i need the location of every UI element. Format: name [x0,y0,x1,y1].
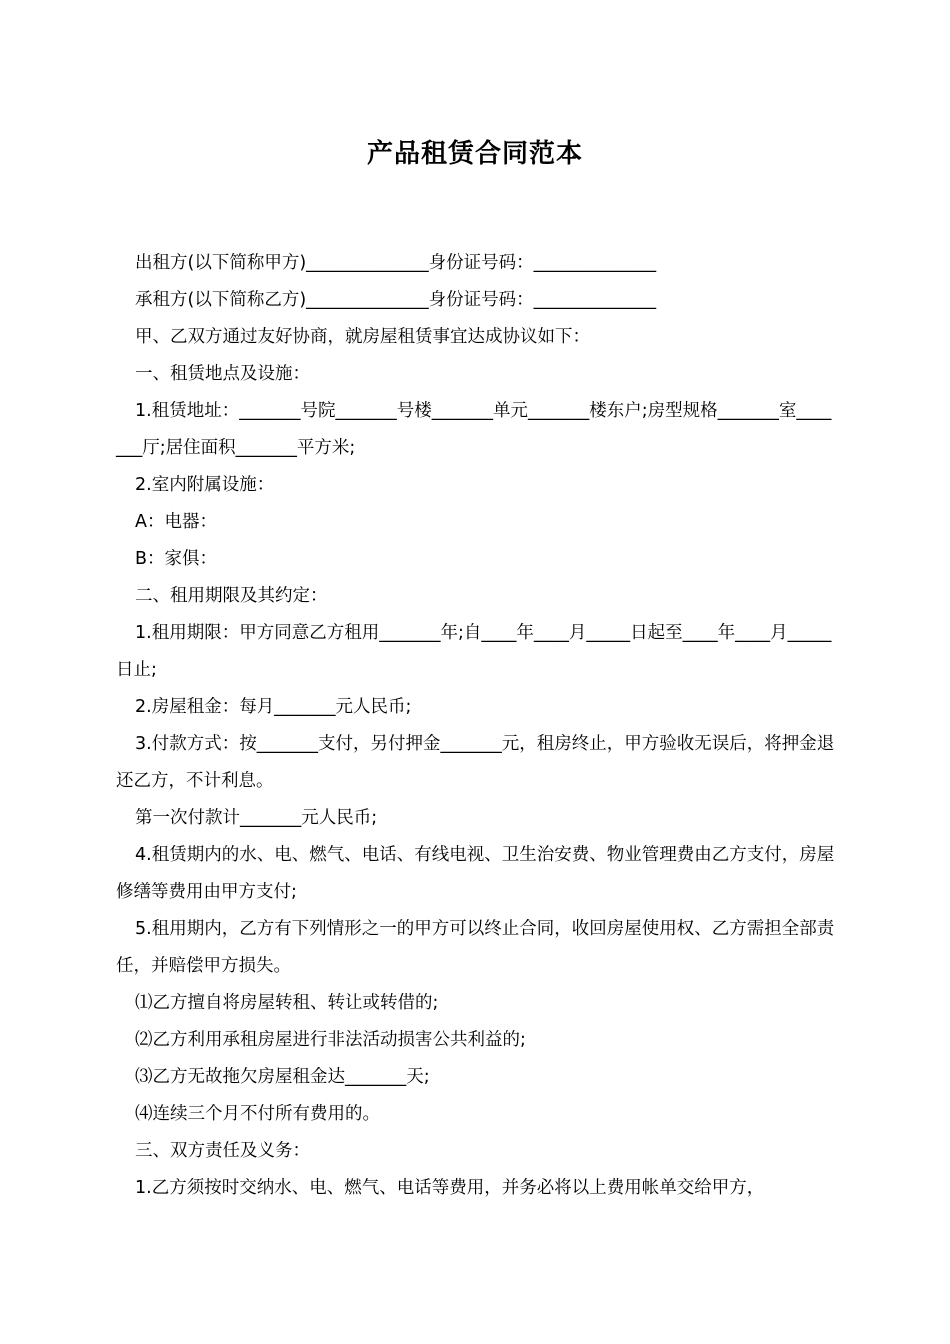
document-title: 产品租赁合同范本 [366,139,583,169]
document-paragraph: ⑶乙方无故拖欠房屋租金达_______天; [135,1067,430,1087]
document-paragraph: 甲、乙双方通过友好协商，就房屋租赁事宜达成协议如下： [135,327,590,347]
document-paragraph: 3.付款方式：按_______支付，另付押金_______元，租房终止，甲方验收无误后，将押金退还乙方，不计利息。 [116,734,835,791]
document-paragraph: ⑴乙方擅自将房屋转租、转让或转借的; [135,993,439,1013]
document-paragraph: 二、租用期限及其约定： [135,586,328,606]
document-paragraph: 一、租赁地点及设施： [135,364,310,384]
document-paragraph: 承租方(以下简称乙方)______________身份证号码：______________ [135,290,657,310]
document-paragraph: 5.租用期内，乙方有下列情形之一的甲方可以终止合同，收回房屋使用权、乙方需担全部责任，并赔偿甲方损失。 [116,919,835,976]
document-paragraph: 第一次付款计_______元人民币; [135,808,378,828]
document-paragraph: 4.租赁期内的水、电、燃气、电话、有线电视、卫生治安费、物业管理费由乙方支付，房屋修缮等费用由甲方支付; [116,845,835,902]
document-paragraph: 1.租赁地址：_______号院_______号楼_______单元_______楼东户;房型规格_______室_______厅;居住面积_______平方米; [116,401,832,458]
document-paragraph: ⑵乙方利用承租房屋进行非法活动损害公共利益的; [135,1030,526,1050]
document-paragraph: 2.房屋租金：每月_______元人民币; [135,697,412,717]
document-paragraph: 2.室内附属设施： [135,475,275,495]
document-paragraph: 1.乙方须按时交纳水、电、燃气、电话等费用，并务必将以上费用帐单交给甲方， [135,1178,765,1198]
document-paragraph: A：电器： [135,512,217,532]
document-paragraph: 出租方(以下简称甲方)______________身份证号码：______________ [135,253,657,273]
document-body [116,245,838,1207]
document-paragraph: B：家俱： [135,549,218,569]
document-paragraph: 三、双方责任及义务： [135,1141,310,1161]
document-paragraph: 1.租用期限：甲方同意乙方租用_______年;自____年____月_____日起至____年____月_____日止; [116,623,832,680]
document-paragraph: ⑷连续三个月不付所有费用的。 [135,1104,380,1124]
